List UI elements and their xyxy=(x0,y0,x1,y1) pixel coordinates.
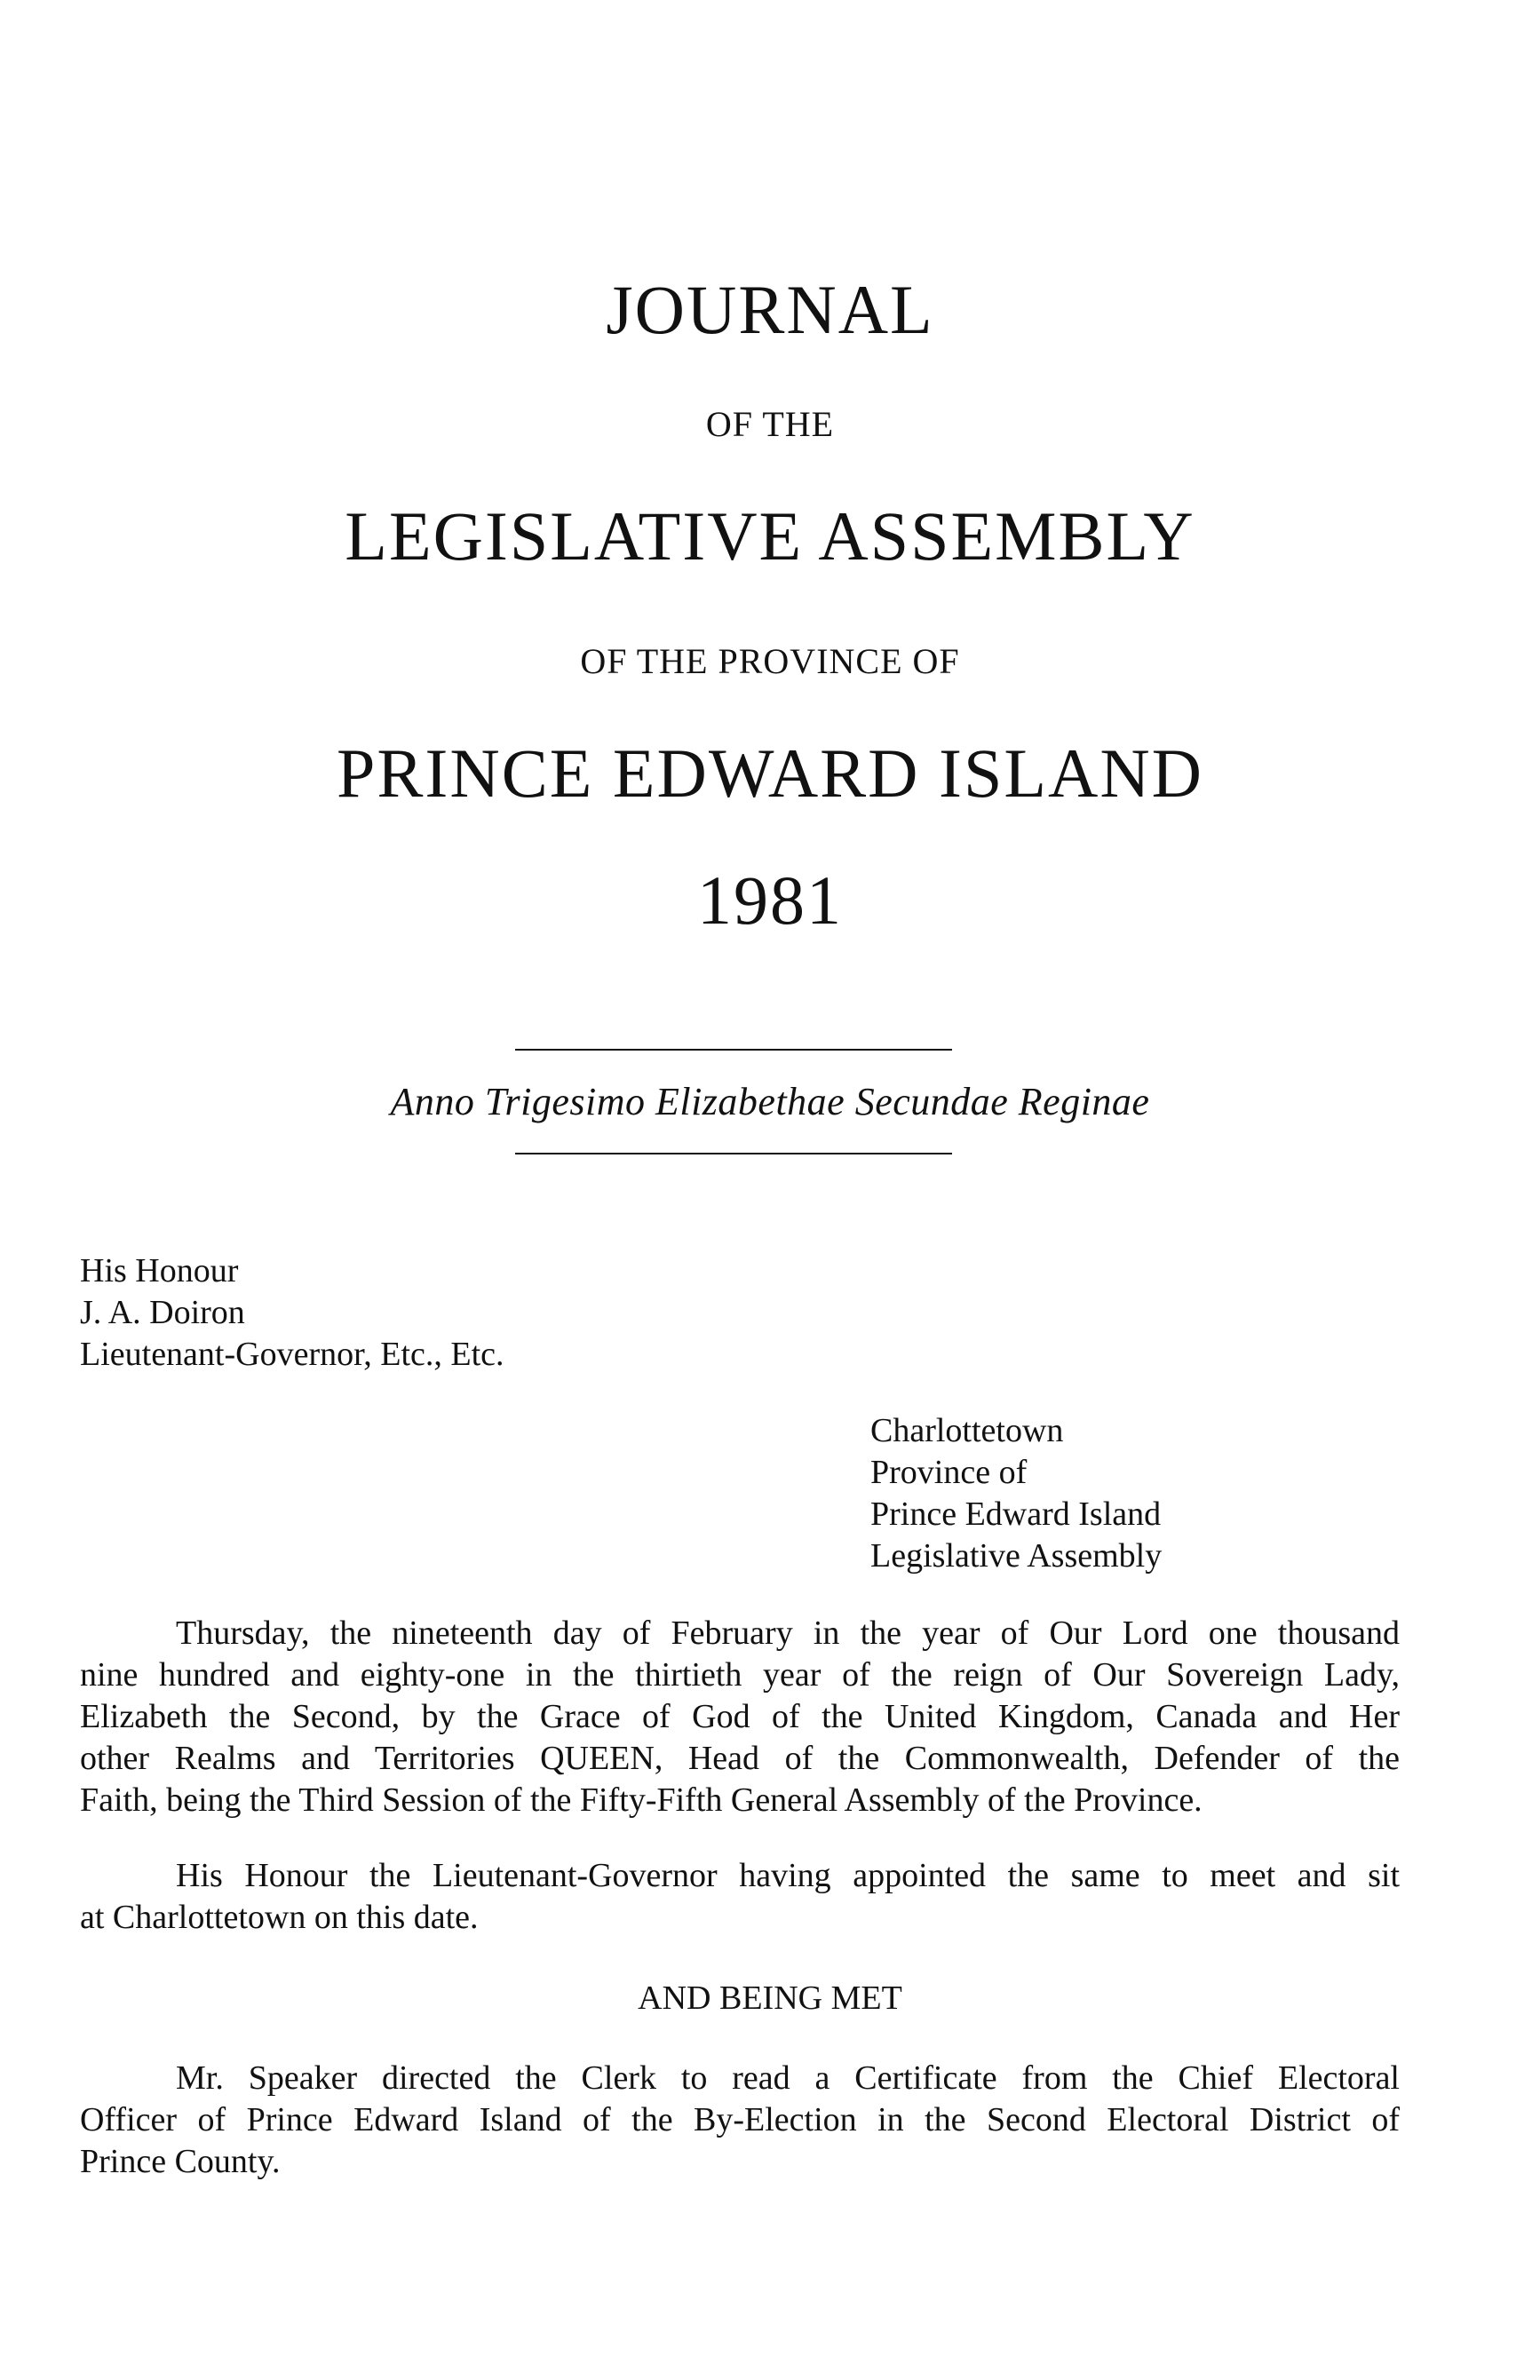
p1-line-5: Faith, being the Third Session of the Fifty-Fifth General Assembly of the Province. xyxy=(80,1781,1203,1819)
province-of-line: OF THE PROVINCE OF xyxy=(580,641,960,681)
p3-line-1: Mr. Speaker directed the Clerk to read a Certificate from the Chief Electoral xyxy=(176,2059,1400,2097)
location-line-2: Province of xyxy=(870,1454,1028,1491)
of-the-line: OF THE xyxy=(705,404,835,444)
journal-title: JOURNAL xyxy=(606,271,934,348)
appointment-paragraph xyxy=(80,1855,1400,1939)
and-being-met: AND BEING MET xyxy=(638,1979,902,2017)
assembly-title: LEGISLATIVE ASSEMBLY xyxy=(345,497,1195,575)
province-title: PRINCE EDWARD ISLAND xyxy=(337,734,1203,812)
p2-line-1: His Honour the Lieutenant-Governor having appointed the same to meet and sit xyxy=(176,1857,1400,1894)
location-block xyxy=(870,1410,1162,1577)
p1-line-4: other Realms and Territories QUEEN, Head of the Commonwealth, Defender of the xyxy=(80,1740,1400,1777)
opening-paragraph xyxy=(80,1613,1400,1821)
speaker-paragraph xyxy=(80,2058,1400,2183)
latin-regnal-line: Anno Trigesimo Elizabethae Secundae Reginae xyxy=(390,1080,1150,1123)
bottom-rule xyxy=(515,1153,952,1154)
addressee-line-2: J. A. Doiron xyxy=(80,1294,245,1331)
addressee-line-3: Lieutenant-Governor, Etc., Etc. xyxy=(80,1336,504,1373)
location-line-1: Charlottetown xyxy=(870,1412,1064,1449)
p3-line-2: Officer of Prince Edward Island of the By-Election in the Second Electoral District of xyxy=(80,2101,1400,2138)
addressee-line-1: His Honour xyxy=(80,1252,239,1289)
p1-line-2: nine hundred and eighty-one in the thirtieth year of the reign of Our Sovereign Lady, xyxy=(80,1656,1400,1694)
addressee-block xyxy=(80,1250,504,1376)
p2-line-2: at Charlottetown on this date. xyxy=(80,1899,479,1936)
p1-line-3: Elizabeth the Second, by the Grace of God of the United Kingdom, Canada and Her xyxy=(80,1698,1400,1735)
year: 1981 xyxy=(697,861,843,939)
location-line-3: Prince Edward Island xyxy=(870,1495,1162,1533)
p3-line-3: Prince County. xyxy=(80,2143,281,2180)
p1-line-1: Thursday, the nineteenth day of February in the year of Our Lord one thousand xyxy=(176,1614,1400,1652)
top-rule xyxy=(515,1049,952,1051)
location-line-4: Legislative Assembly xyxy=(870,1537,1163,1575)
